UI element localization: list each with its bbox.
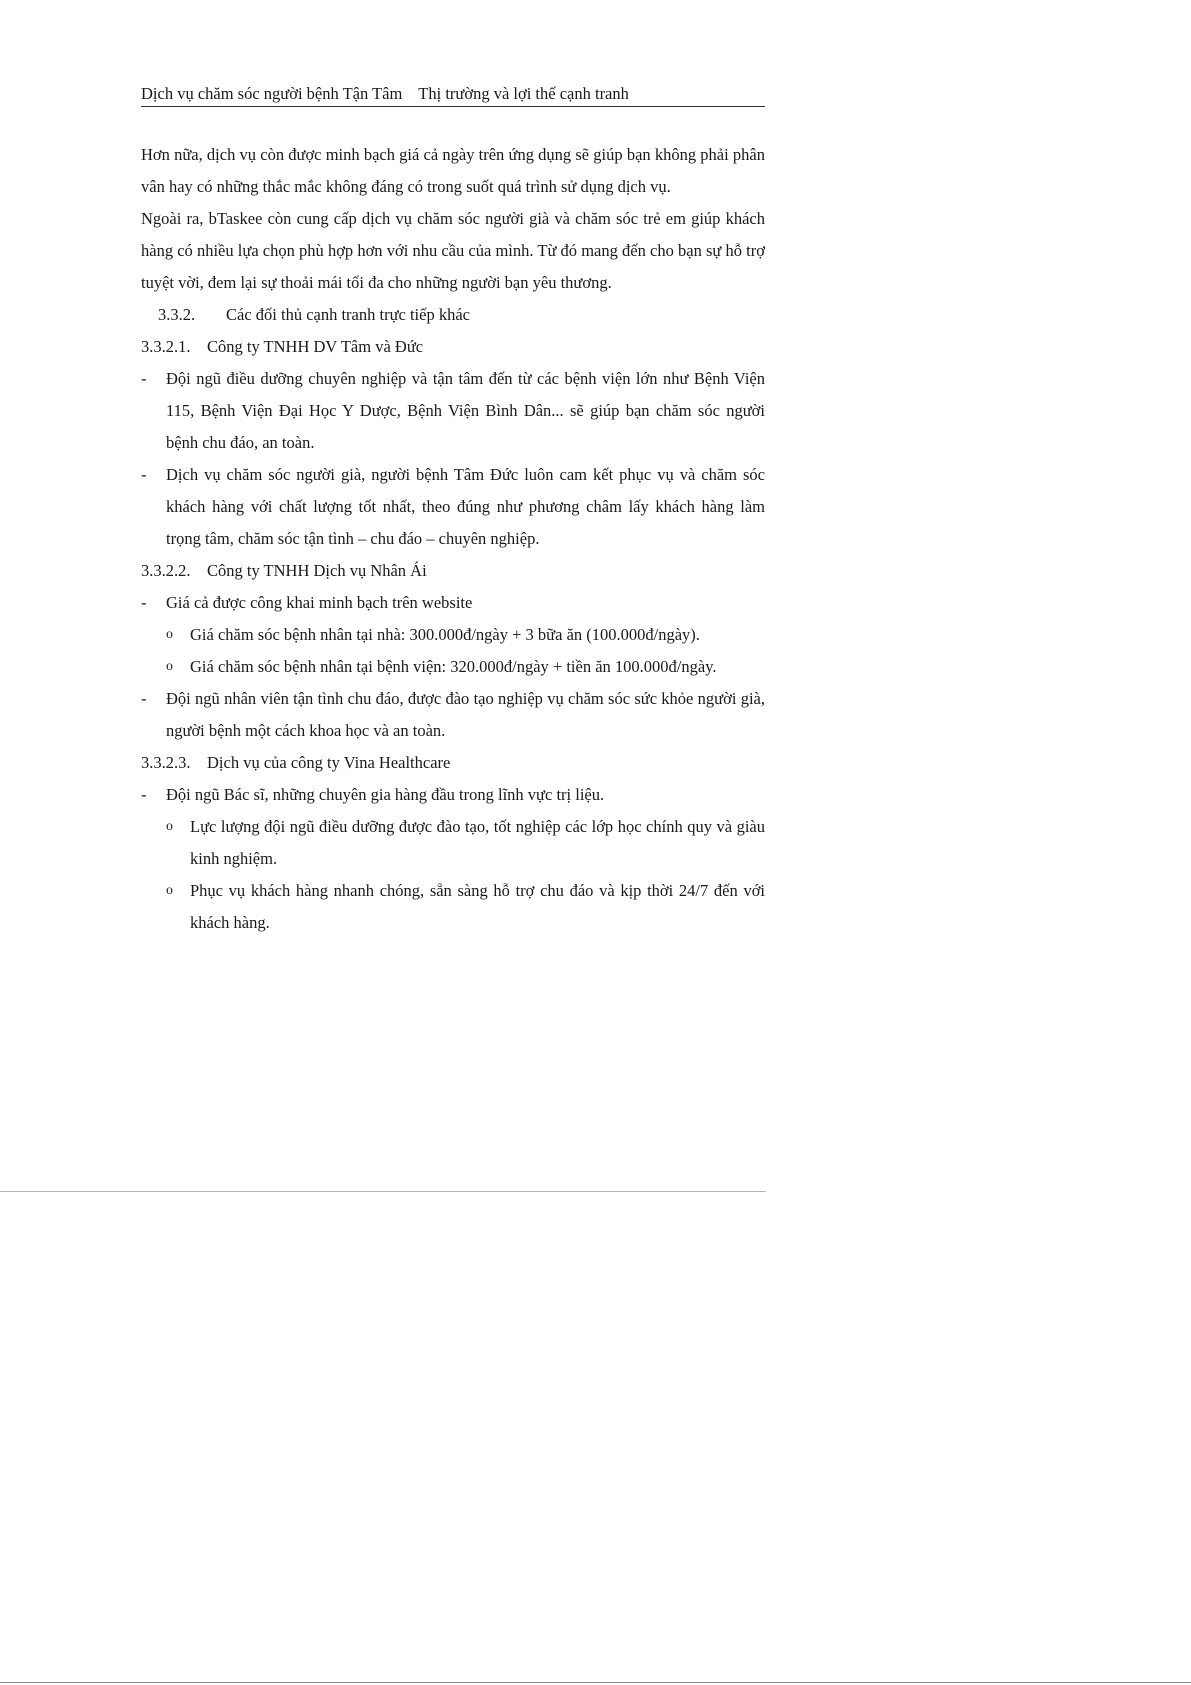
list-item <box>141 363 765 459</box>
subsection-number: 3.3.2.2. <box>141 561 191 580</box>
list-item-text: Đội ngũ nhân viên tận tình chu đáo, được đào tạo nghiệp vụ chăm sóc sức khỏe người già, người bệnh một cách khoa học và an toàn. <box>166 689 765 740</box>
dash-marker: - <box>141 785 147 804</box>
subsection-title: Công ty TNHH Dịch vụ Nhân Ái <box>207 561 427 580</box>
list-item <box>141 683 765 747</box>
header-right-text: Thị trường và lợi thế cạnh tranh <box>418 84 629 103</box>
footer-divider <box>0 1682 1191 1683</box>
subsection-heading-2 <box>141 555 765 587</box>
page-header <box>141 84 765 107</box>
sub-list-item <box>166 651 765 683</box>
intro-paragraph-1: Hơn nữa, dịch vụ còn được minh bạch giá cả ngày trên ứng dụng sẽ giúp bạn không phải phân vân hay có những thắc mắc không đáng có trong suốt quá trình sử dụng dịch vụ. <box>141 145 765 196</box>
section-title: Các đối thủ cạnh tranh trực tiếp khác <box>226 305 470 324</box>
circle-bullet-icon: o <box>166 819 173 834</box>
section-heading <box>141 299 765 331</box>
subsection-number: 3.3.2.3. <box>141 753 191 772</box>
dash-marker: - <box>141 593 147 612</box>
sub-list-item <box>166 875 765 939</box>
circle-bullet-icon: o <box>166 883 173 898</box>
list-item <box>141 587 765 619</box>
subsection-heading-3 <box>141 747 765 779</box>
subsection-title: Công ty TNHH DV Tâm và Đức <box>207 337 424 356</box>
sub-list-item-text: Giá chăm sóc bệnh nhân tại bệnh viện: 320.000đ/ngày + tiền ăn 100.000đ/ngày. <box>190 657 717 676</box>
list-item-text: Dịch vụ chăm sóc người già, người bệnh Tâm Đức luôn cam kết phục vụ và chăm sóc khách hàng với chất lượng tốt nhất, theo đúng như phương châm lấy khách hàng làm trọng tâm, chăm sóc tận tình – chu đáo – chuyên nghiệp. <box>166 465 765 548</box>
circle-bullet-icon: o <box>166 627 173 642</box>
list-item-text: Đội ngũ điều dưỡng chuyên nghiệp và tận tâm đến từ các bệnh viện lớn như Bệnh Viện 115, Bệnh Viện Đại Học Y Dược, Bệnh Viện Bình Dân... sẽ giúp bạn chăm sóc người bệnh chu đáo, an toàn. <box>166 369 765 452</box>
document-page <box>141 84 765 939</box>
sub-list-item-text: Phục vụ khách hàng nhanh chóng, sẵn sàng hỗ trợ chu đáo và kịp thời 24/7 đến với khách hàng. <box>190 881 765 932</box>
header-left-text: Dịch vụ chăm sóc người bệnh Tận Tâm <box>141 84 403 103</box>
subsection-heading-1 <box>141 331 765 363</box>
sub-list-item <box>166 619 765 651</box>
intro-paragraph-2: Ngoài ra, bTaskee còn cung cấp dịch vụ chăm sóc người già và chăm sóc trẻ em giúp khách hàng có nhiều lựa chọn phù hợp hơn với nhu cầu của mình. Từ đó mang đến cho bạn sự hỗ trợ tuyệt vời, đem lại sự thoải mái tối đa cho những người bạn yêu thương. <box>141 209 765 292</box>
sub-list-item-text: Lực lượng đội ngũ điều dưỡng được đào tạo, tốt nghiệp các lớp học chính quy và giàu kinh nghiệm. <box>190 817 765 868</box>
section-number: 3.3.2. <box>158 305 196 324</box>
dash-marker: - <box>141 465 147 484</box>
circle-bullet-icon: o <box>166 659 173 674</box>
list-item-text: Giá cả được công khai minh bạch trên website <box>166 593 473 612</box>
list-item <box>141 779 765 811</box>
subsection-title: Dịch vụ của công ty Vina Healthcare <box>207 753 451 772</box>
list-item-text: Đội ngũ Bác sĩ, những chuyên gia hàng đầu trong lĩnh vực trị liệu. <box>166 785 605 804</box>
list-item <box>141 459 765 555</box>
subsection-number: 3.3.2.1. <box>141 337 191 356</box>
dash-marker: - <box>141 689 147 708</box>
sub-list-item-text: Giá chăm sóc bệnh nhân tại nhà: 300.000đ/ngày + 3 bữa ăn (100.000đ/ngày). <box>190 625 700 644</box>
sub-list-item <box>166 811 765 875</box>
dash-marker: - <box>141 369 147 388</box>
page-bottom-divider <box>0 1191 766 1192</box>
